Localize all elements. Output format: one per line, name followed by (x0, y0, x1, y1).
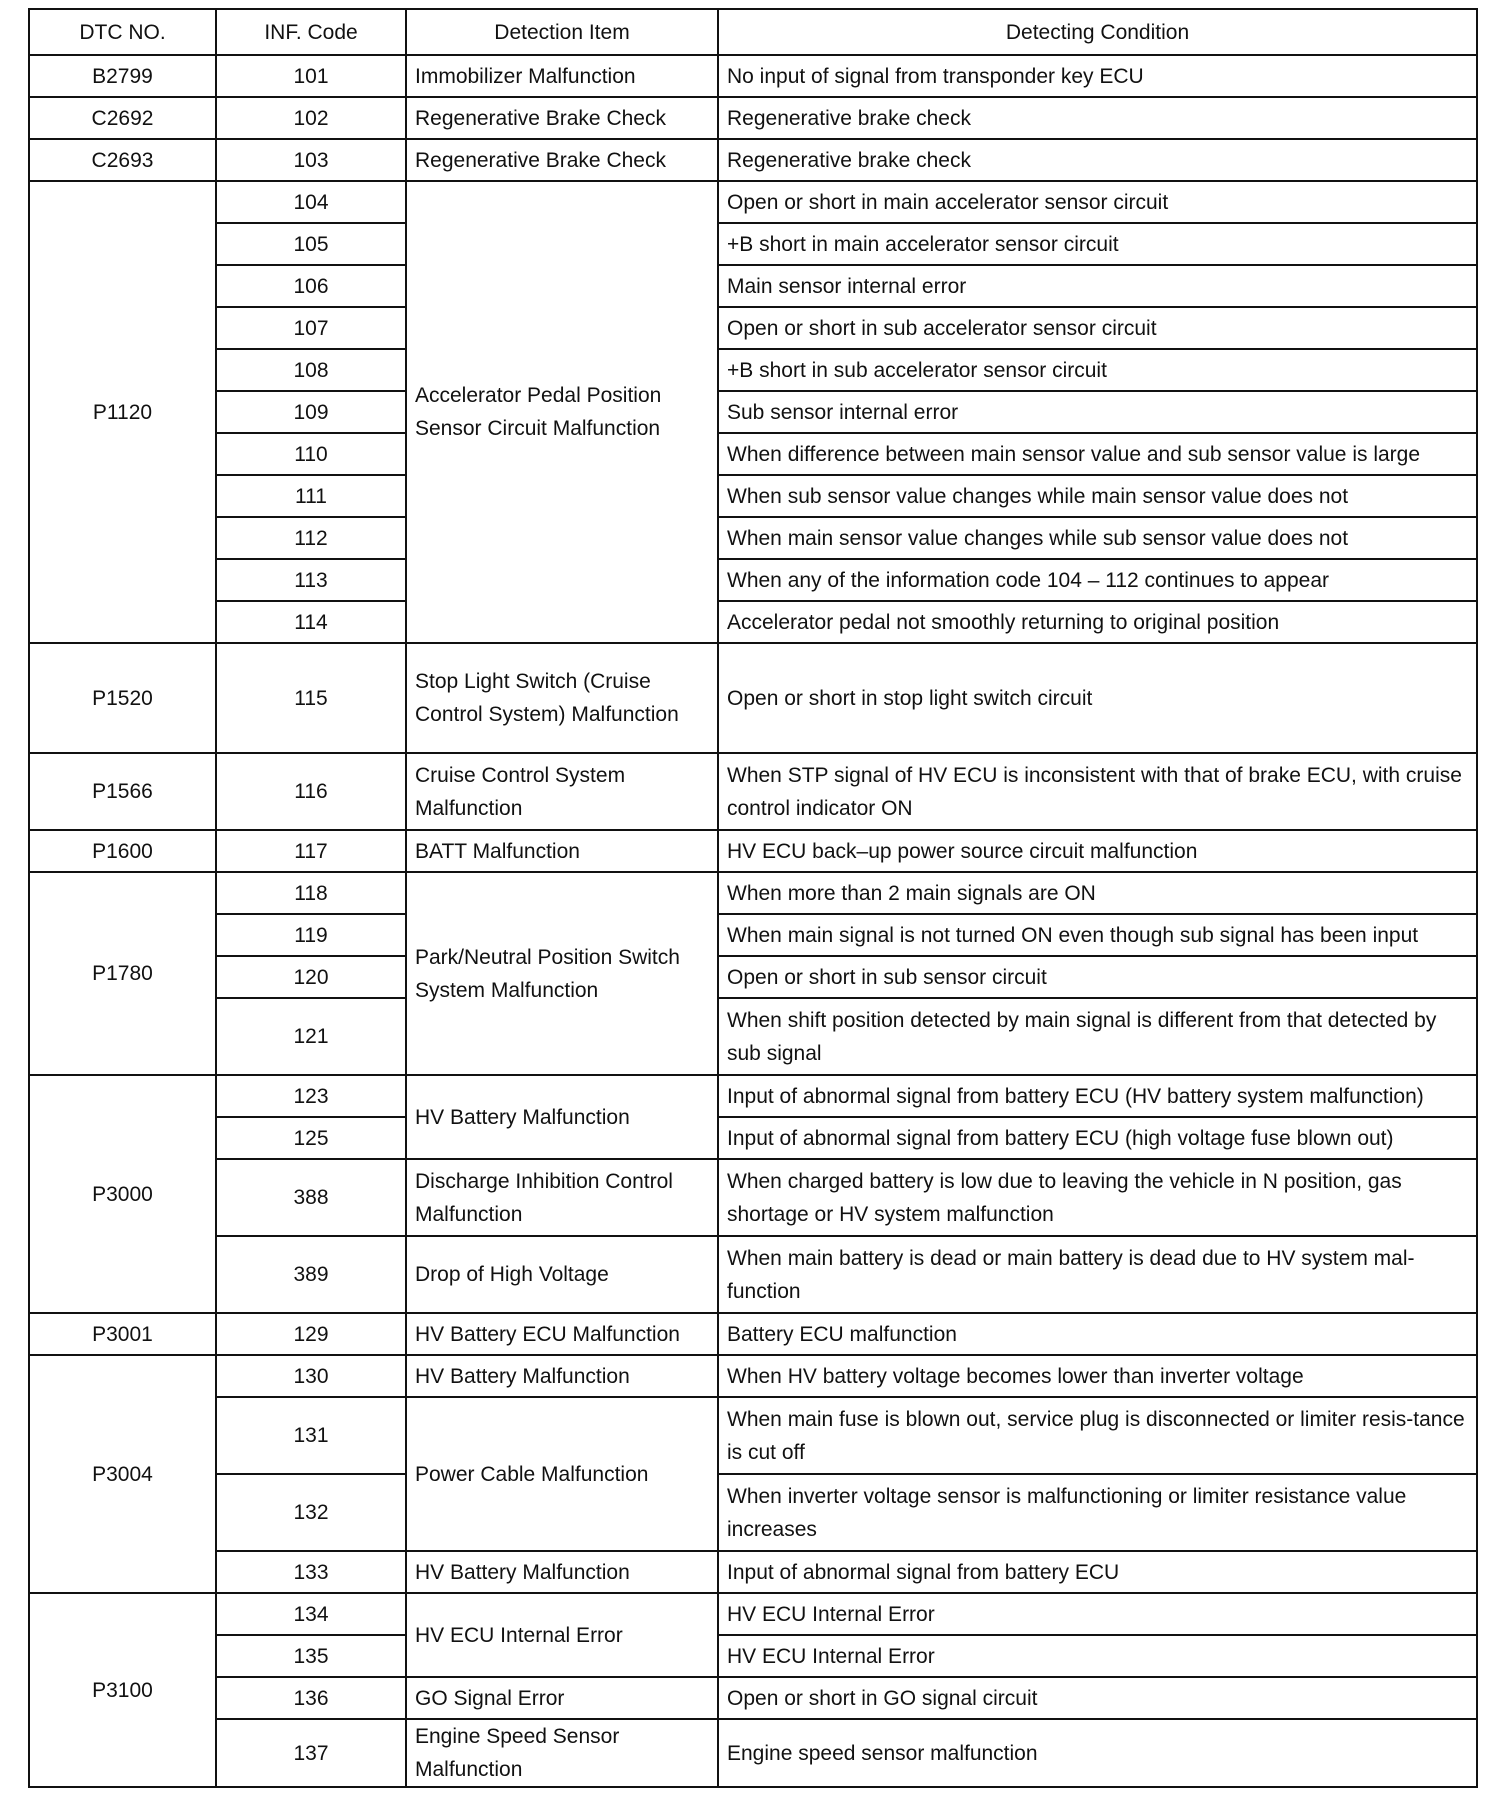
dtc-cell: P3001 (29, 1313, 216, 1355)
inf-code-cell: 101 (216, 55, 406, 97)
inf-code-cell: 129 (216, 1313, 406, 1355)
condition-cell: Input of abnormal signal from battery ECU (HV battery system malfunction) (718, 1075, 1477, 1117)
inf-code-cell: 121 (216, 998, 406, 1075)
inf-code-cell: 110 (216, 433, 406, 475)
inf-code-cell: 107 (216, 307, 406, 349)
condition-cell: Engine speed sensor malfunction (718, 1719, 1477, 1787)
inf-code-cell: 136 (216, 1677, 406, 1719)
detection-item-cell: GO Signal Error (406, 1677, 718, 1719)
inf-code-cell: 111 (216, 475, 406, 517)
inf-code-cell: 123 (216, 1075, 406, 1117)
inf-code-cell: 114 (216, 601, 406, 643)
condition-cell: Accelerator pedal not smoothly returning to original position (718, 601, 1477, 643)
header-row (29, 9, 1477, 55)
condition-cell: When HV battery voltage becomes lower than inverter voltage (718, 1355, 1477, 1397)
detection-item-cell: Stop Light Switch (Cruise Control System) Malfunction (406, 643, 718, 753)
detection-item-cell: Drop of High Voltage (406, 1236, 718, 1313)
table-row (29, 307, 1477, 349)
dtc-cell: P1566 (29, 753, 216, 830)
condition-cell: When main sensor value changes while sub sensor value does not (718, 517, 1477, 559)
inf-code-cell: 115 (216, 643, 406, 753)
inf-code-cell: 119 (216, 914, 406, 956)
inf-code-cell: 120 (216, 956, 406, 998)
condition-cell: Input of abnormal signal from battery ECU (high voltage fuse blown out) (718, 1117, 1477, 1159)
inf-code-cell: 388 (216, 1159, 406, 1236)
table-row (29, 139, 1477, 181)
condition-cell: Battery ECU malfunction (718, 1313, 1477, 1355)
detection-item-cell: HV Battery Malfunction (406, 1551, 718, 1593)
condition-cell: When main battery is dead or main battery is dead due to HV system mal-function (718, 1236, 1477, 1313)
header-inf-code: INF. Code (216, 9, 406, 55)
table-row (29, 1635, 1477, 1677)
table-row (29, 998, 1477, 1075)
dtc-cell: P1600 (29, 830, 216, 872)
inf-code-cell: 131 (216, 1397, 406, 1474)
header-dtc: DTC NO. (29, 9, 216, 55)
inf-code-cell: 102 (216, 97, 406, 139)
detection-item-cell: Power Cable Malfunction (406, 1397, 718, 1551)
header-detecting-condition: Detecting Condition (718, 9, 1477, 55)
condition-cell: When any of the information code 104 – 112 continues to appear (718, 559, 1477, 601)
table-row (29, 753, 1477, 830)
table-row (29, 55, 1477, 97)
dtc-cell: P1520 (29, 643, 216, 753)
inf-code-cell: 103 (216, 139, 406, 181)
condition-cell: Main sensor internal error (718, 265, 1477, 307)
inf-code-cell: 117 (216, 830, 406, 872)
table-row (29, 601, 1477, 643)
condition-cell: +B short in main accelerator sensor circuit (718, 223, 1477, 265)
detection-item-cell: BATT Malfunction (406, 830, 718, 872)
table-row (29, 517, 1477, 559)
table-row (29, 872, 1477, 914)
detection-item-cell: Accelerator Pedal Position Sensor Circuit Malfunction (406, 181, 718, 643)
inf-code-cell: 109 (216, 391, 406, 433)
dtc-page (28, 8, 1476, 1788)
table-row (29, 433, 1477, 475)
dtc-cell: C2693 (29, 139, 216, 181)
table-row (29, 1355, 1477, 1397)
table-row (29, 391, 1477, 433)
condition-cell: Open or short in main accelerator sensor circuit (718, 181, 1477, 223)
condition-cell: When more than 2 main signals are ON (718, 872, 1477, 914)
table-row (29, 1075, 1477, 1117)
inf-code-cell: 125 (216, 1117, 406, 1159)
detection-item-cell: HV Battery Malfunction (406, 1075, 718, 1159)
table-row (29, 1719, 1477, 1787)
inf-code-cell: 133 (216, 1551, 406, 1593)
inf-code-cell: 108 (216, 349, 406, 391)
detection-item-cell: HV ECU Internal Error (406, 1593, 718, 1677)
condition-cell: HV ECU Internal Error (718, 1593, 1477, 1635)
condition-cell: When inverter voltage sensor is malfunctioning or limiter resistance value increases (718, 1474, 1477, 1551)
dtc-cell: P1780 (29, 872, 216, 1075)
condition-cell: Regenerative brake check (718, 97, 1477, 139)
condition-cell: Open or short in GO signal circuit (718, 1677, 1477, 1719)
inf-code-cell: 135 (216, 1635, 406, 1677)
condition-cell: When main signal is not turned ON even though sub signal has been input (718, 914, 1477, 956)
table-row (29, 914, 1477, 956)
condition-cell: Open or short in sub accelerator sensor circuit (718, 307, 1477, 349)
inf-code-cell: 137 (216, 1719, 406, 1787)
inf-code-cell: 104 (216, 181, 406, 223)
detection-item-cell: Cruise Control System Malfunction (406, 753, 718, 830)
condition-cell: When sub sensor value changes while main sensor value does not (718, 475, 1477, 517)
table-row (29, 1593, 1477, 1635)
inf-code-cell: 134 (216, 1593, 406, 1635)
inf-code-cell: 106 (216, 265, 406, 307)
detection-item-cell: Regenerative Brake Check (406, 139, 718, 181)
table-row (29, 830, 1477, 872)
table-row (29, 1236, 1477, 1313)
detection-item-cell: Engine Speed Sensor Malfunction (406, 1719, 718, 1787)
table-row (29, 1313, 1477, 1355)
detection-item-cell: HV Battery ECU Malfunction (406, 1313, 718, 1355)
condition-cell: When difference between main sensor value and sub sensor value is large (718, 433, 1477, 475)
dtc-cell: P3100 (29, 1593, 216, 1787)
condition-cell: When charged battery is low due to leaving the vehicle in N position, gas shortage or HV system malfunction (718, 1159, 1477, 1236)
table-row (29, 97, 1477, 139)
condition-cell: Sub sensor internal error (718, 391, 1477, 433)
inf-code-cell: 105 (216, 223, 406, 265)
table-row (29, 1159, 1477, 1236)
condition-cell: No input of signal from transponder key ECU (718, 55, 1477, 97)
condition-cell: HV ECU back–up power source circuit malfunction (718, 830, 1477, 872)
condition-cell: Regenerative brake check (718, 139, 1477, 181)
header-detection-item: Detection Item (406, 9, 718, 55)
table-row (29, 1677, 1477, 1719)
inf-code-cell: 116 (216, 753, 406, 830)
detection-item-cell: Park/Neutral Position Switch System Malfunction (406, 872, 718, 1075)
detection-item-cell: HV Battery Malfunction (406, 1355, 718, 1397)
detection-item-cell: Discharge Inhibition Control Malfunction (406, 1159, 718, 1236)
detection-item-cell: Immobilizer Malfunction (406, 55, 718, 97)
condition-cell: Open or short in stop light switch circuit (718, 643, 1477, 753)
table-row (29, 1117, 1477, 1159)
table-row (29, 475, 1477, 517)
condition-cell: When shift position detected by main signal is different from that detected by sub signal (718, 998, 1477, 1075)
inf-code-cell: 112 (216, 517, 406, 559)
condition-cell: +B short in sub accelerator sensor circuit (718, 349, 1477, 391)
condition-cell: When STP signal of HV ECU is inconsistent with that of brake ECU, with cruise control indicator ON (718, 753, 1477, 830)
table-row (29, 643, 1477, 753)
dtc-cell: P3000 (29, 1075, 216, 1313)
dtc-cell: C2692 (29, 97, 216, 139)
inf-code-cell: 118 (216, 872, 406, 914)
table-row (29, 1474, 1477, 1551)
table-row (29, 1397, 1477, 1474)
condition-cell: When main fuse is blown out, service plug is disconnected or limiter resis-tance is cut off (718, 1397, 1477, 1474)
inf-code-cell: 389 (216, 1236, 406, 1313)
table-row (29, 1551, 1477, 1593)
table-row (29, 559, 1477, 601)
table-row (29, 223, 1477, 265)
dtc-table (28, 8, 1478, 1788)
table-row (29, 956, 1477, 998)
table-row (29, 349, 1477, 391)
condition-cell: HV ECU Internal Error (718, 1635, 1477, 1677)
condition-cell: Input of abnormal signal from battery ECU (718, 1551, 1477, 1593)
inf-code-cell: 132 (216, 1474, 406, 1551)
dtc-cell: B2799 (29, 55, 216, 97)
condition-cell: Open or short in sub sensor circuit (718, 956, 1477, 998)
dtc-cell: P3004 (29, 1355, 216, 1593)
inf-code-cell: 113 (216, 559, 406, 601)
table-row (29, 265, 1477, 307)
detection-item-cell: Regenerative Brake Check (406, 97, 718, 139)
dtc-cell: P1120 (29, 181, 216, 643)
table-row (29, 181, 1477, 223)
inf-code-cell: 130 (216, 1355, 406, 1397)
